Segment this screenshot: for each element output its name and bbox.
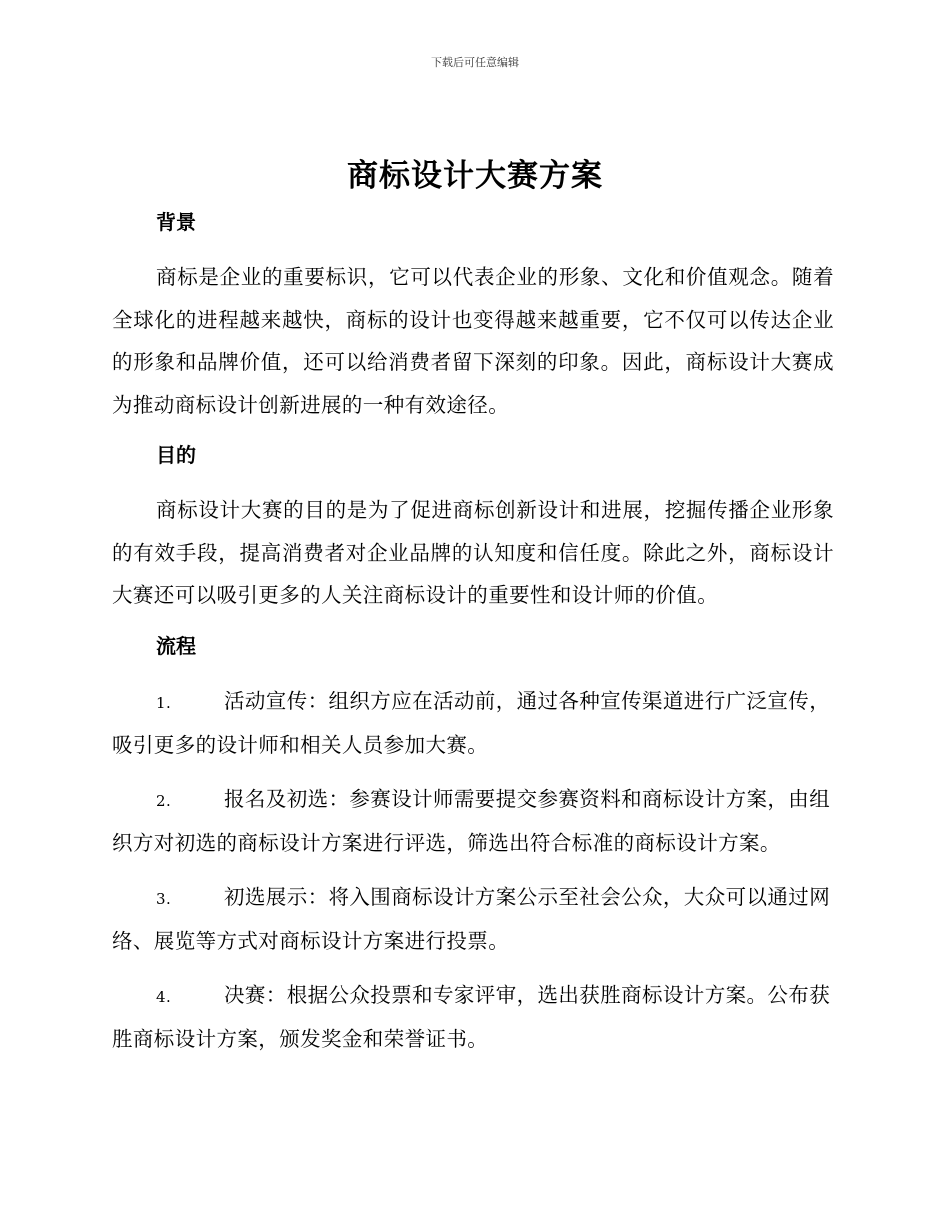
section-heading-background: 背景 — [156, 210, 196, 234]
step-number: 4. — [156, 987, 172, 1006]
step-text: 初选展示：将入围商标设计方案公示至社会公众，大众可以通过网络、展览等方式对商标设计方案进行投票。 — [112, 884, 831, 953]
section-heading-purpose: 目的 — [156, 443, 196, 467]
process-step — [112, 778, 834, 865]
step-text: 决赛：根据公众投票和专家评审，选出获胜商标设计方案。公布获胜商标设计方案，颁发奖金和荣誉证书。 — [112, 982, 831, 1051]
process-step — [112, 876, 834, 963]
header-note: 下载后可任意编辑 — [431, 56, 519, 69]
page-title: 商标设计大赛方案 — [347, 158, 603, 194]
section-heading-process: 流程 — [156, 633, 196, 658]
step-text: 活动宣传：组织方应在活动前，通过各种宣传渠道进行广泛宣传，吸引更多的设计师和相关人员参加大赛。 — [112, 688, 831, 757]
process-step — [112, 974, 834, 1061]
section-paragraph-purpose: 商标设计大赛的目的是为了促进商标创新设计和进展，挖掘传播企业形象的有效手段，提高消费者对企业品牌的认知度和信任度。除此之外，商标设计大赛还可以吸引更多的人关注商标设计的重要性和设计师的价值。 — [112, 498, 834, 607]
step-number: 3. — [156, 889, 172, 908]
step-number: 1. — [156, 693, 172, 712]
process-step — [112, 680, 834, 767]
section-paragraph-background: 商标是企业的重要标识，它可以代表企业的形象、文化和价值观念。随着全球化的进程越来越快，商标的设计也变得越来越重要，它不仅可以传达企业的形象和品牌价值，还可以给消费者留下深刻的印象。因此，商标设计大赛成为推动商标设计创新进展的一种有效途径。 — [112, 265, 834, 417]
document-body — [112, 202, 834, 1061]
step-text: 报名及初选：参赛设计师需要提交参赛资料和商标设计方案，由组织方对初选的商标设计方案进行评选，筛选出符合标准的商标设计方案。 — [112, 786, 831, 855]
step-number: 2. — [156, 791, 172, 810]
